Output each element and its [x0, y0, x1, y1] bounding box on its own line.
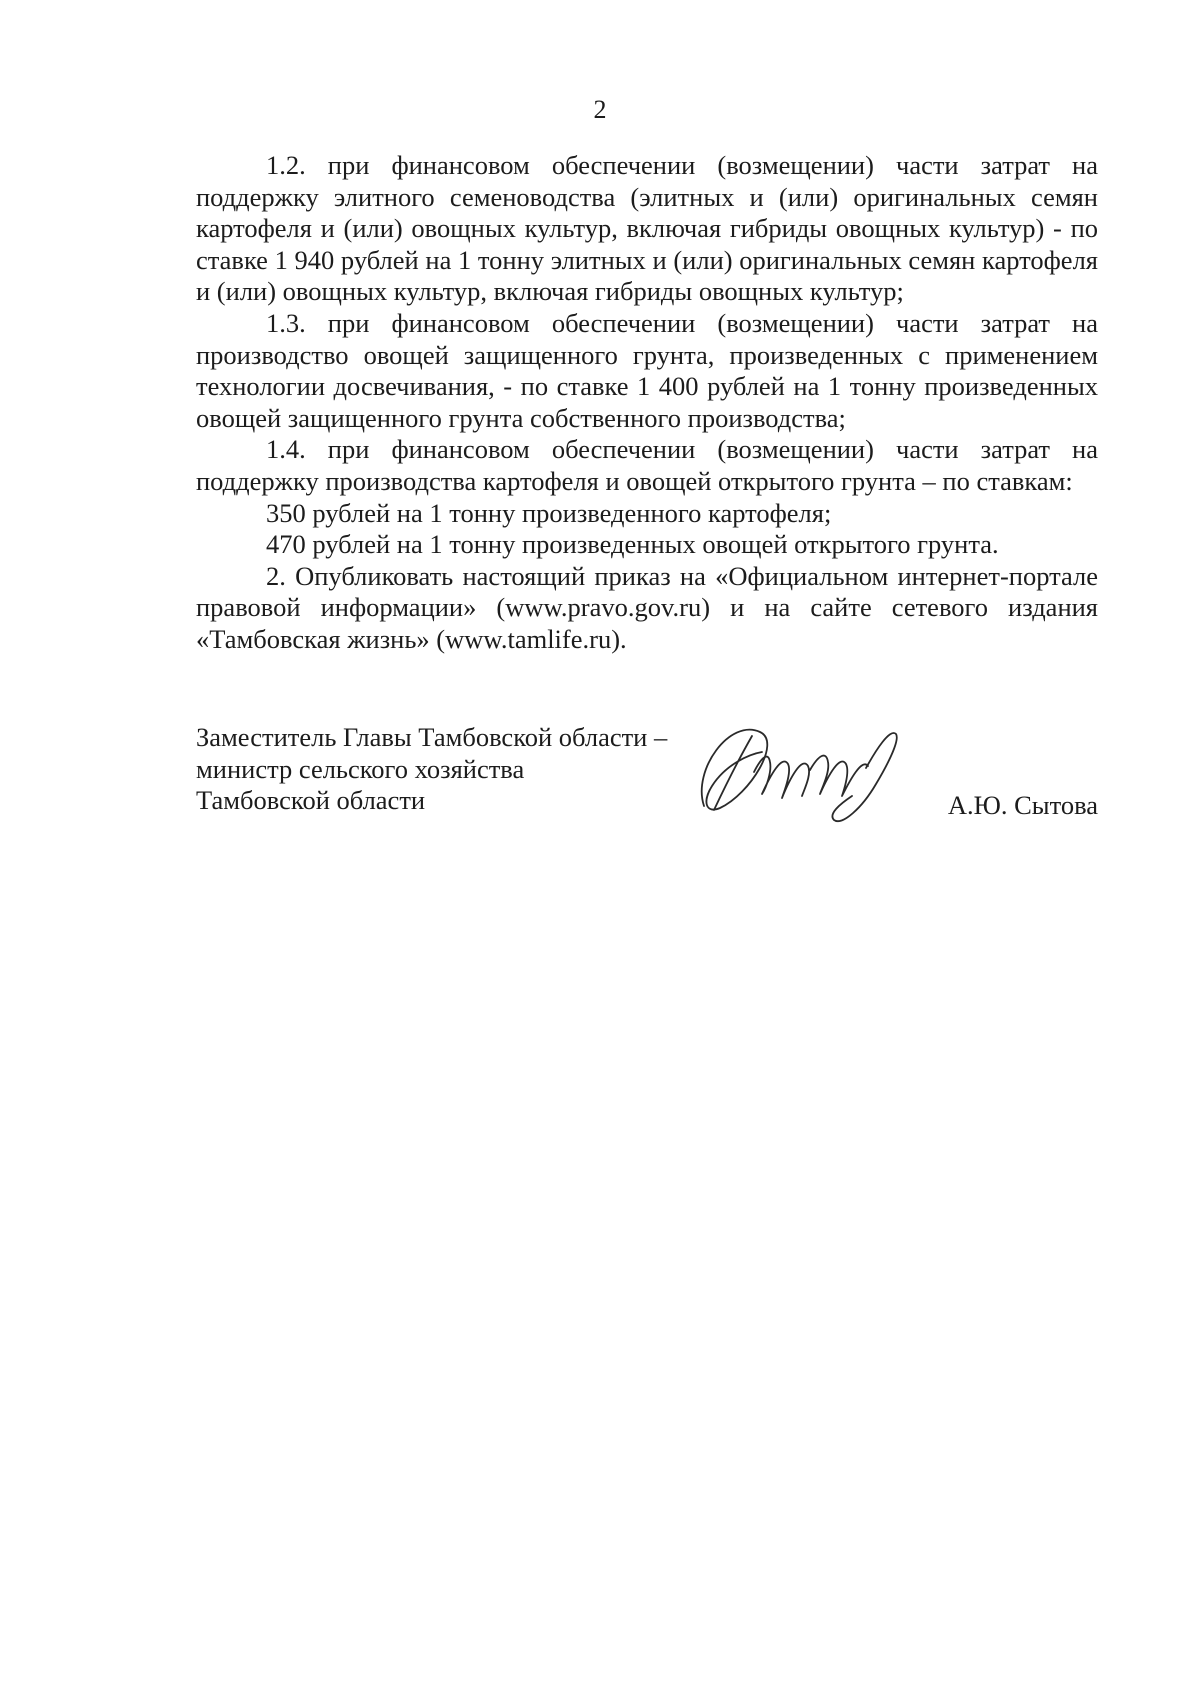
rate-potatoes: 350 рублей на 1 тонну произведенного картофеля;: [266, 497, 832, 528]
signer-position-line: министр сельского хозяйства: [196, 753, 525, 784]
signer-position: [196, 722, 716, 817]
rate-vegetables: 470 рублей на 1 тонну произведенных овощей открытого грунта.: [266, 529, 999, 560]
paragraph-1-3: 1.3. при финансовом обеспечении (возмещении) части затрат на производство овощей защищенного грунта, произведенных с применением технологии досвечивания, - по ставке 1 400 рублей на 1 тонну произведенных овощей защищенного грунта собственного производства;: [196, 307, 1098, 433]
handwritten-signature: [690, 710, 910, 830]
paragraph-1-2: 1.2. при финансовом обеспечении (возмещении) части затрат на поддержку элитного семеноводства (элитных и (или) оригинальных семян картофеля и (или) овощных культур, включая гибриды овощных культур) - по ставке 1 940 рублей на 1 тонну элитных и (или) оригинальных семян картофеля и (или) овощных культур, включая гибриды овощных культур;: [196, 150, 1098, 307]
paragraph-2-publish: 2. Опубликовать настоящий приказ на «Официальном интернет-портале правовой информации» (www.pravo.gov.ru) и на сайте сетевого издания «Тамбовская жизнь» (www.tamlife.ru).: [196, 560, 1098, 654]
paragraph-1-4: 1.4. при финансовом обеспечении (возмещении) части затрат на поддержку производства картофеля и овощей открытого грунта – по ставкам:: [196, 434, 1098, 496]
signer-position-line: Тамбовской области: [196, 785, 426, 816]
page-number: 2: [593, 95, 607, 124]
signer-position-line: Заместитель Главы Тамбовской области –: [196, 722, 668, 752]
signer-name: А.Ю. Сытова: [947, 790, 1098, 820]
document-body: [196, 150, 1098, 656]
signature-block: [196, 722, 1098, 852]
